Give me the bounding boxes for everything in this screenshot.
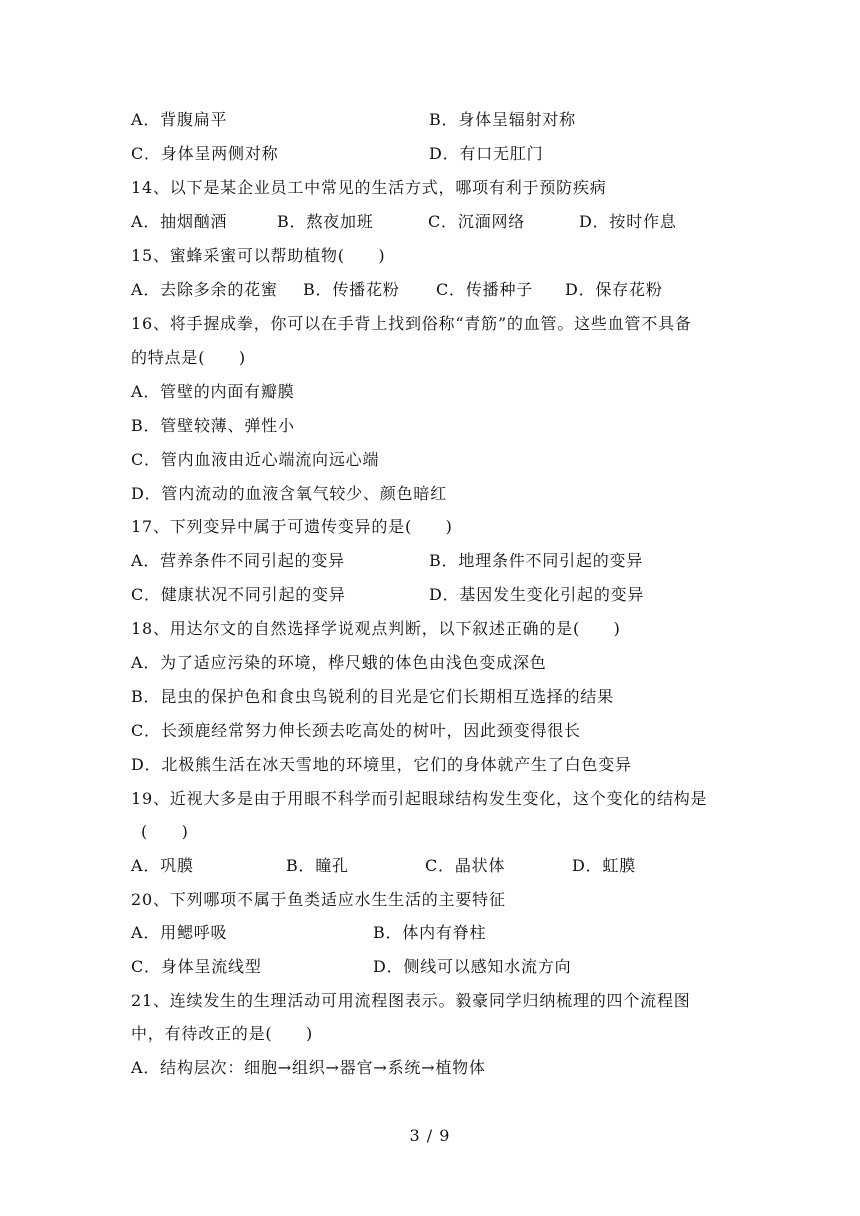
q17-option-c: C．健康状况不同引起的变异 bbox=[131, 585, 346, 604]
q20-option-d: D．侧线可以感知水流方向 bbox=[373, 957, 572, 976]
q20-option-b: B．体内有脊柱 bbox=[373, 923, 487, 942]
q17-option-a: A．营养条件不同引起的变异 bbox=[131, 551, 345, 570]
q14-option-a: A．抽烟酗酒 bbox=[131, 212, 228, 231]
q18-option-a: A．为了适应污染的环境，桦尺蛾的体色由浅色变成深色 bbox=[131, 653, 547, 672]
q15-option-a: A．去除多余的花蜜 bbox=[131, 280, 278, 299]
q13-option-b: B．身体呈辐射对称 bbox=[429, 110, 576, 129]
q14-stem: 14、以下是某企业员工中常见的生活方式，哪项有利于预防疾病 bbox=[131, 178, 607, 197]
q19-stem-line2: ( ) bbox=[141, 822, 189, 841]
q17-option-b: B．地理条件不同引起的变异 bbox=[429, 551, 644, 570]
q20-stem: 20、下列哪项不属于鱼类适应水生生活的主要特征 bbox=[131, 890, 506, 909]
q19-option-c: C．晶状体 bbox=[425, 856, 506, 875]
page-number: 3 / 9 bbox=[409, 1126, 451, 1145]
q16-option-d: D．管内流动的血液含氧气较少、颜色暗红 bbox=[131, 484, 448, 503]
q14-option-c: C．沉湎网络 bbox=[428, 212, 526, 231]
q17-option-d: D．基因发生变化引起的变异 bbox=[429, 585, 645, 604]
q15-option-c: C．传播种子 bbox=[436, 280, 534, 299]
q13-option-c: C．身体呈两侧对称 bbox=[131, 144, 279, 163]
q16-option-b: B．管壁较薄、弹性小 bbox=[131, 416, 295, 435]
q18-option-c: C．长颈鹿经常努力伸长颈去吃高处的树叶，因此颈变得很长 bbox=[131, 721, 581, 740]
q16-stem-line2: 的特点是( ) bbox=[131, 348, 246, 367]
q15-stem: 15、蜜蜂采蜜可以帮助植物( ) bbox=[131, 246, 386, 265]
q20-option-a: A．用鳃呼吸 bbox=[131, 923, 228, 942]
q18-option-d: D．北极熊生活在冰天雪地的环境里，它们的身体就产生了白色变异 bbox=[131, 755, 632, 774]
q21-stem-line2: 中，有待改正的是( ) bbox=[131, 1024, 314, 1043]
q13-option-d: D．有口无肛门 bbox=[429, 144, 544, 163]
q19-option-a: A．巩膜 bbox=[131, 856, 194, 875]
q15-option-b: B．传播花粉 bbox=[303, 280, 400, 299]
q13-option-a: A．背腹扁平 bbox=[131, 110, 228, 129]
q14-option-d: D．按时作息 bbox=[579, 212, 677, 231]
q19-stem-line1: 19、近视大多是由于用眼不科学而引起眼球结构发生变化，这个变化的结构是 bbox=[131, 789, 708, 808]
q16-stem-line1: 16、将手握成拳，你可以在手背上找到俗称“青筋”的血管。这些血管不具备 bbox=[131, 314, 692, 333]
q21-stem-line1: 21、连续发生的生理活动可用流程图表示。毅豪同学归纳梳理的四个流程图 bbox=[131, 991, 691, 1010]
q18-option-b: B．昆虫的保护色和食虫鸟锐利的目光是它们长期相互选择的结果 bbox=[131, 687, 614, 706]
q16-option-a: A．管壁的内面有瓣膜 bbox=[131, 382, 295, 401]
q19-option-d: D．虹膜 bbox=[572, 856, 637, 875]
q15-option-d: D．保存花粉 bbox=[565, 280, 663, 299]
q19-option-b: B．瞳孔 bbox=[286, 856, 349, 875]
q16-option-c: C．管内血液由近心端流向远心端 bbox=[131, 450, 380, 469]
q21-option-a: A．结构层次：细胞→组织→器官→系统→植物体 bbox=[131, 1058, 486, 1077]
q20-option-c: C．身体呈流线型 bbox=[131, 957, 262, 976]
q18-stem: 18、用达尔文的自然选择学说观点判断，以下叙述正确的是( ) bbox=[131, 619, 621, 638]
q17-stem: 17、下列变异中属于可遗传变异的是( ) bbox=[131, 517, 453, 536]
q14-option-b: B．熬夜加班 bbox=[277, 212, 374, 231]
